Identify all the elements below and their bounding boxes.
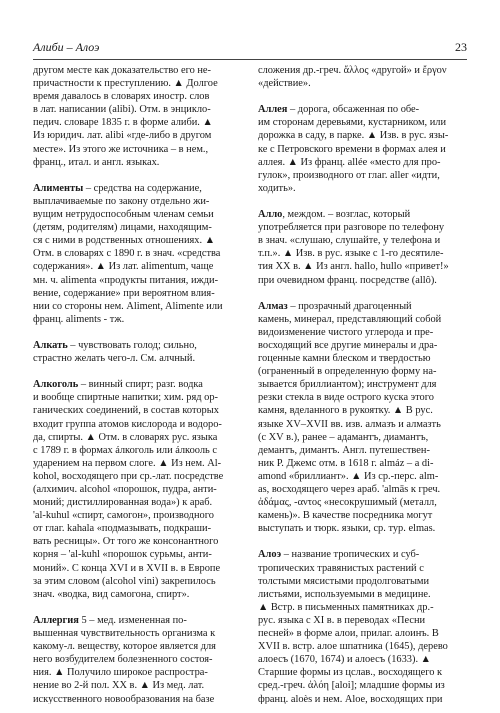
text-line	[258, 365, 468, 378]
text-line	[258, 352, 468, 365]
entry-headword: Аллея	[258, 104, 288, 116]
line-text: Отм. в словарях с 1890 г. в знач. «средства	[33, 248, 221, 260]
text-line	[258, 391, 468, 404]
line-text: ке с Петровского времени в формах алея и	[258, 143, 446, 155]
line-text: с 1789 г. в формах áлкоголь или áлкооль с	[33, 444, 217, 456]
text-line	[258, 260, 468, 273]
text-line	[258, 247, 468, 260]
text-line	[258, 614, 468, 627]
text-line	[258, 182, 468, 195]
text-line	[33, 679, 243, 692]
line-text: да, спирты. ▲ Отм. в словарях рус. языка	[33, 431, 218, 443]
line-text: ἀδάμας, -αντος «несокрушимый (металл,	[258, 497, 437, 509]
text-line	[33, 470, 243, 483]
running-title: Алиби – Алоэ	[33, 40, 100, 54]
line-text: ходить».	[258, 182, 296, 194]
line-text: видоизменение чистого углерода и пре-	[258, 326, 434, 338]
line-text: (алхимич. alcohol «порошок, пудра, анти-	[33, 484, 217, 495]
text-line	[258, 313, 468, 326]
line-text: , междом. – возглас, который	[282, 209, 411, 221]
line-text: месте». Из этого же источника – в нем.,	[33, 143, 209, 155]
entry-gap	[33, 365, 243, 378]
line-text: – винный спирт; разг. водка	[78, 379, 203, 391]
entry-headword: Аллергия	[33, 614, 79, 626]
text-line	[258, 77, 468, 90]
text-line	[33, 247, 243, 260]
text-line	[258, 431, 468, 444]
line-text: аллея. ▲ Из франц. allée «место для про-	[258, 156, 441, 168]
line-text: какому-л. веществу, которое является для	[33, 641, 216, 653]
line-text: (ограненный в определенную форму на-	[258, 366, 437, 378]
line-text: демантъ, димантъ. Англ. путешествен-	[258, 444, 430, 456]
line-text: ▲ Встр. в письменных памятниках др.-	[258, 601, 434, 613]
entry-first-line	[258, 103, 468, 116]
text-line	[258, 653, 468, 666]
entry-first-line	[33, 614, 243, 627]
line-text: нение во 2-й пол. XX в. ▲ Из мед. лат.	[33, 680, 205, 692]
text-line	[33, 208, 243, 221]
text-line	[258, 404, 468, 417]
header-rule	[33, 59, 467, 60]
line-text: при очевидном франц. посредстве (allô).	[258, 274, 437, 286]
line-text: (детям, родителям) лицами, находящим-	[33, 222, 212, 234]
entry-gap	[258, 195, 468, 208]
text-line	[258, 483, 468, 496]
text-line	[33, 300, 243, 313]
line-text: камень, минерал, представляющий собой	[258, 313, 442, 325]
line-text: тропических травянистых растений с	[258, 562, 424, 574]
line-text: в лат. написании (alibi). Отм. в энцикло-	[33, 104, 211, 116]
text-line	[258, 116, 468, 129]
text-line	[258, 562, 468, 575]
entry-gap	[33, 601, 243, 614]
entry-gap	[258, 535, 468, 548]
line-text: резки стекла в виде острого куска этого	[258, 392, 434, 404]
text-line	[33, 522, 243, 535]
line-text: педич. словаре 1835 г. в форме алиби. ▲	[33, 117, 213, 129]
text-line	[33, 143, 243, 156]
text-line	[33, 548, 243, 561]
text-line	[258, 627, 468, 640]
line-text: вение, содержание» при вероятном влия-	[33, 287, 215, 299]
text-line	[33, 418, 243, 431]
line-text: толстыми мясистыми продолговатыми	[258, 575, 430, 587]
line-text: Из юридич. лат. alibi «где-либо в другом	[33, 130, 212, 142]
entry-first-line	[33, 339, 243, 352]
line-text: выступать и тюрк. языки, ср. тур. elmas.	[258, 523, 436, 535]
line-text: гоценные камни блеском и твердостью	[258, 353, 431, 365]
text-line	[258, 601, 468, 614]
line-text: франц. aliments - тж.	[33, 313, 125, 325]
line-text: мн. ч. alimenta «продукты питания, ижди-	[33, 274, 219, 286]
entry-first-line	[258, 208, 468, 221]
line-text: сред.-греч. ἀλόη [aloi]; младшие формы из	[258, 680, 445, 692]
text-line	[33, 562, 243, 575]
line-text: другом месте как доказательство его не-	[33, 65, 211, 76]
text-line	[33, 234, 243, 247]
text-line	[258, 129, 468, 142]
text-line	[33, 64, 243, 77]
line-text: за этим словом (alcohol vini) закрепилось	[33, 575, 216, 587]
line-text: – средства на содержание,	[83, 182, 202, 194]
text-line	[33, 666, 243, 679]
text-line	[33, 535, 243, 548]
line-text: знач. «водка, вид самогона, спирт».	[33, 588, 190, 600]
line-text: сложения др.-греч. ἄλλος «другой» и ἔργον	[258, 65, 447, 76]
line-text: ник Р. Джемс отм. в 1618 г. almáz – a di-	[258, 457, 434, 469]
line-text: тия XX в. ▲ Из англ. hallo, hullo «привет!»	[258, 261, 449, 273]
text-line	[33, 575, 243, 588]
line-text: вущим нетрудоспособным членам семьи	[33, 209, 214, 221]
line-text: – дорога, обсаженная по обе-	[287, 104, 420, 116]
text-line	[33, 313, 243, 326]
text-line	[33, 640, 243, 653]
left-column	[33, 64, 243, 704]
entry-headword: Алмаз	[258, 300, 288, 312]
line-text: моний». С конца XVI и в XVII в. в Европе	[33, 562, 221, 574]
line-text: гулок», производного от глаг. aller «идти,	[258, 169, 440, 181]
text-line	[33, 195, 243, 208]
text-line	[258, 326, 468, 339]
line-text: восходящий все другие минералы и дра-	[258, 339, 438, 351]
entry-gap	[33, 326, 243, 339]
text-line	[33, 653, 243, 666]
text-line	[258, 221, 468, 234]
text-line	[258, 274, 468, 287]
line-text: нии со стороны нем. Aliment, Alimente или	[33, 300, 223, 312]
line-text: вать ресницы». От того же консонантного	[33, 536, 219, 548]
text-line	[258, 509, 468, 522]
running-header	[33, 40, 467, 56]
line-text: камень)». В качестве посредника могут	[258, 510, 433, 522]
entry-gap	[258, 287, 468, 300]
line-text: – название тропических и суб-	[281, 549, 420, 561]
entry-gap	[258, 90, 468, 103]
line-text: песней» в форме алои, прилаг. алоинъ. В	[258, 628, 439, 640]
text-line	[33, 221, 243, 234]
line-text: моний; дистиллированная вода») к араб.	[33, 497, 213, 509]
text-line	[33, 260, 243, 273]
line-text: франц., итал. и англ. языках.	[33, 156, 160, 168]
line-text: выплачиваемые по закону отдельно жи-	[33, 195, 210, 207]
line-text: него возбудителем болезненного состоя-	[33, 654, 213, 666]
text-line	[258, 339, 468, 352]
line-text: входит группа атомов кислорода и водоро-	[33, 418, 222, 430]
entry-headword: Алоэ	[258, 549, 282, 561]
line-text: корня – 'al-kuhl «порошок сурьмы, анти-	[33, 549, 212, 561]
text-line	[33, 287, 243, 300]
entry-first-line	[258, 300, 468, 313]
text-line	[258, 679, 468, 692]
entry-headword: Алкоголь	[33, 379, 79, 391]
text-line	[33, 483, 243, 496]
text-line	[258, 143, 468, 156]
line-text: ния. ▲ Получило широкое распростра-	[33, 667, 208, 679]
text-line	[258, 378, 468, 391]
text-line	[258, 575, 468, 588]
text-line	[258, 64, 468, 77]
text-line	[258, 588, 468, 601]
line-text: 5 – мед. измененная по-	[78, 614, 187, 626]
line-text: алоесъ (1670, 1674) и алоесъ (1633). ▲	[258, 654, 431, 666]
line-text: Старшие формы из цслав., восходящего к	[258, 667, 443, 679]
text-line	[258, 522, 468, 535]
line-text: – чувствовать голод; сильно,	[67, 339, 197, 351]
text-line	[33, 404, 243, 417]
text-line	[33, 129, 243, 142]
text-line	[258, 640, 468, 653]
line-text: дорожка в саду, в парке. ▲ Изв. в рус. язы-	[258, 130, 449, 142]
line-text: ся с ними в родственных отношениях. ▲	[33, 235, 215, 247]
text-line	[33, 693, 243, 705]
text-line	[33, 444, 243, 457]
text-line	[33, 352, 243, 365]
entry-first-line	[258, 548, 468, 561]
line-text: рус. языка с XI в. в переводах «Песни	[258, 614, 426, 626]
line-text: (с XV в.), ранее – адамантъ, диамантъ,	[258, 431, 429, 443]
text-line	[33, 156, 243, 169]
text-line	[258, 444, 468, 457]
line-text: от глаг. kahala «подмазывать, подкраши-	[33, 523, 212, 535]
line-text: as, восходящего через араб. 'almās к греч.	[258, 484, 441, 495]
line-text: вышенная чувствительность организма к	[33, 628, 216, 640]
text-line	[258, 418, 468, 431]
line-text: в знач. «слушаю, слушайте, у телефона и	[258, 235, 441, 247]
line-text: и вообще спиртные напитки; хим. ряд ор-	[33, 392, 218, 404]
right-column	[258, 64, 468, 704]
text-line	[33, 90, 243, 103]
line-text: – прозрачный драгоценный	[287, 300, 412, 312]
text-line	[33, 627, 243, 640]
line-text: франц. aloès и нем. Aloe, восходящих при	[258, 693, 443, 704]
entry-first-line	[33, 378, 243, 391]
line-text: зывается бриллиантом); инструмент для	[258, 379, 437, 391]
line-text: ударением на первом слоге. ▲ Из нем. Al-	[33, 457, 222, 469]
text-line	[33, 391, 243, 404]
line-text: ганических соединений, в состав которых	[33, 405, 219, 417]
text-line	[33, 116, 243, 129]
entry-headword: Алименты	[33, 182, 84, 194]
line-text: содержания». ▲ Из лат. alimentum, чаще	[33, 261, 214, 273]
text-line	[33, 509, 243, 522]
line-text: «действие».	[258, 78, 311, 90]
entry-first-line	[33, 182, 243, 195]
text-line	[33, 103, 243, 116]
text-line	[33, 77, 243, 90]
line-text: листьями, используемыми в медицине.	[258, 588, 431, 600]
text-line	[258, 666, 468, 679]
line-text: камня, вделанного в рукоятку. ▲ В рус.	[258, 405, 433, 417]
text-line	[33, 457, 243, 470]
text-line	[258, 693, 468, 705]
line-text: языке XV–XVII вв. изв. алмазъ и алмазть	[258, 418, 441, 430]
text-line	[33, 431, 243, 444]
line-text: им сторонам деревьями, кустарником, или	[258, 117, 447, 129]
text-line	[258, 470, 468, 483]
text-line	[258, 169, 468, 182]
text-line	[33, 274, 243, 287]
line-text: amond «бриллиант». ▲ Из ср.-перс. alm-	[258, 470, 439, 482]
line-text: время давалось в словарях иностр. слов	[33, 91, 210, 103]
line-text: 'al-kuhul «спирт, самогон», производного	[33, 510, 214, 522]
text-line	[258, 496, 468, 509]
text-line	[258, 457, 468, 470]
line-text: причастности к преступлению. ▲ Долгое	[33, 78, 218, 90]
line-text: страстно желать чего-л. См. алчный.	[33, 353, 196, 365]
entry-headword: Алло	[258, 209, 283, 221]
line-text: употребляется при разговоре по телефону	[258, 222, 445, 234]
text-line	[258, 156, 468, 169]
text-line	[33, 588, 243, 601]
line-text: kohol, восходящего при ср.-лат. посредстве	[33, 470, 224, 482]
text-line	[33, 496, 243, 509]
line-text: т.п.». ▲ Изв. в рус. языке с 1-го десятиле-	[258, 248, 444, 260]
line-text: XVII в. встр. алое шпатника (1645), дерево	[258, 641, 448, 653]
line-text: искусственного новообразования на базе	[33, 693, 215, 704]
text-line	[258, 234, 468, 247]
entry-gap	[33, 169, 243, 182]
entry-headword: Алкать	[33, 339, 68, 351]
page-number: 23	[455, 40, 467, 54]
